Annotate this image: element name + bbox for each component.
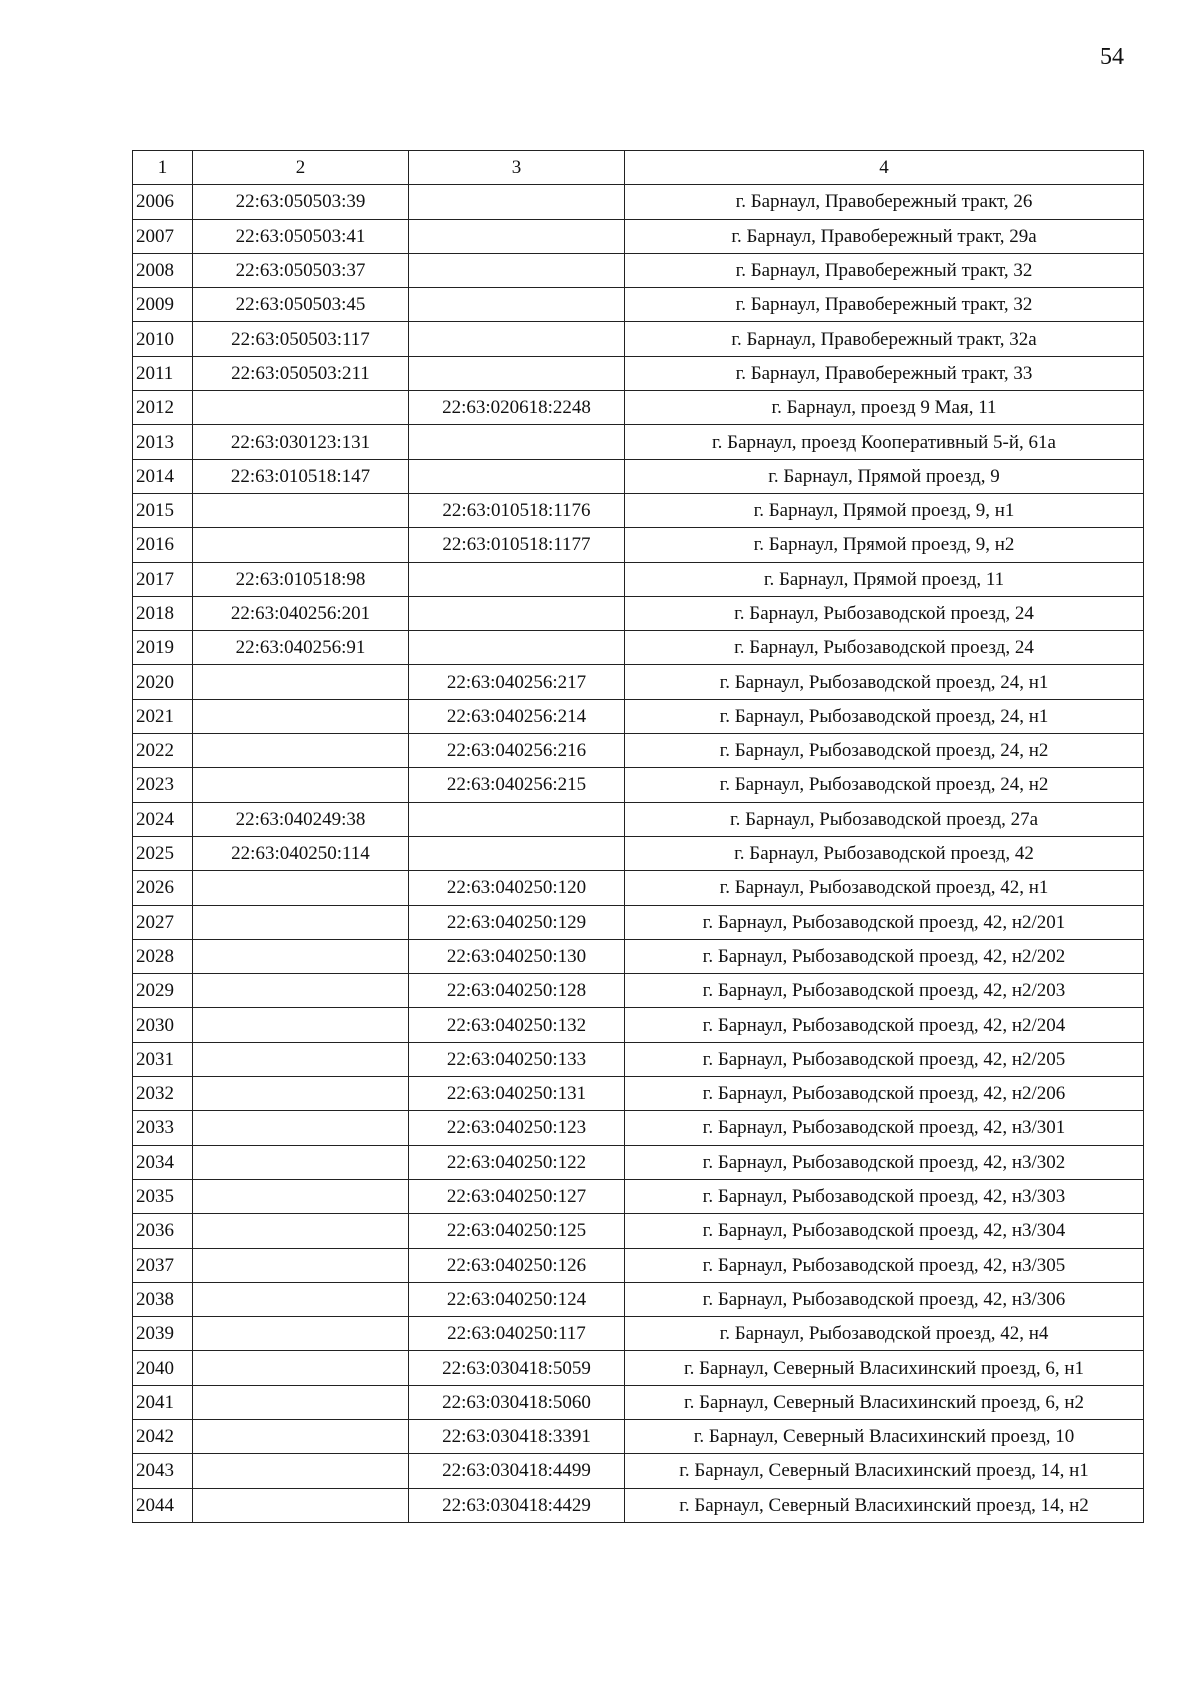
address-cell: г. Барнаул, Рыбозаводской проезд, 42, н4 <box>625 1317 1144 1351</box>
address-cell: г. Барнаул, Рыбозаводской проезд, 42, н2/201 <box>625 905 1144 939</box>
row-number-cell: 2017 <box>133 562 193 596</box>
address-cell: г. Барнаул, Рыбозаводской проезд, 24 <box>625 631 1144 665</box>
cadastral-number-land-cell: 22:63:050503:211 <box>193 356 409 390</box>
row-number-cell: 2030 <box>133 1008 193 1042</box>
cadastral-number-land-cell <box>193 1385 409 1419</box>
row-number-cell: 2006 <box>133 185 193 219</box>
row-number-cell: 2039 <box>133 1317 193 1351</box>
table-row <box>133 219 1144 253</box>
cadastral-number-building-cell: 22:63:040250:124 <box>409 1282 625 1316</box>
address-cell: г. Барнаул, Правобережный тракт, 32 <box>625 253 1144 287</box>
cadastral-number-land-cell <box>193 1419 409 1453</box>
table-row <box>133 631 1144 665</box>
row-number-cell: 2026 <box>133 871 193 905</box>
row-number-cell: 2016 <box>133 528 193 562</box>
address-cell: г. Барнаул, Правобережный тракт, 33 <box>625 356 1144 390</box>
cadastral-number-land-cell: 22:63:050503:37 <box>193 253 409 287</box>
address-cell: г. Барнаул, Рыбозаводской проезд, 24, н1 <box>625 665 1144 699</box>
row-number-cell: 2008 <box>133 253 193 287</box>
cadastral-number-building-cell <box>409 322 625 356</box>
table-row <box>133 1145 1144 1179</box>
cadastral-number-building-cell: 22:63:040250:125 <box>409 1214 625 1248</box>
cadastral-number-land-cell <box>193 1248 409 1282</box>
header-col-1: 1 <box>133 151 193 185</box>
cadastral-number-land-cell <box>193 1282 409 1316</box>
cadastral-number-building-cell: 22:63:040250:127 <box>409 1179 625 1213</box>
cadastral-number-building-cell: 22:63:040250:126 <box>409 1248 625 1282</box>
table-row <box>133 1317 1144 1351</box>
row-number-cell: 2031 <box>133 1042 193 1076</box>
cadastral-number-building-cell: 22:63:040250:123 <box>409 1111 625 1145</box>
row-number-cell: 2013 <box>133 425 193 459</box>
row-number-cell: 2032 <box>133 1077 193 1111</box>
address-cell: г. Барнаул, Прямой проезд, 9 <box>625 459 1144 493</box>
table-row <box>133 1111 1144 1145</box>
header-col-3: 3 <box>409 151 625 185</box>
cadastral-number-building-cell <box>409 288 625 322</box>
table-row <box>133 836 1144 870</box>
address-cell: г. Барнаул, Рыбозаводской проезд, 27а <box>625 802 1144 836</box>
page-number: 54 <box>1100 44 1124 70</box>
cadastral-number-land-cell <box>193 1042 409 1076</box>
cadastral-number-land-cell: 22:63:030123:131 <box>193 425 409 459</box>
address-cell: г. Барнаул, Правобережный тракт, 29а <box>625 219 1144 253</box>
address-cell: г. Барнаул, Правобережный тракт, 32а <box>625 322 1144 356</box>
table-row <box>133 974 1144 1008</box>
cadastral-number-land-cell: 22:63:050503:41 <box>193 219 409 253</box>
table-row <box>133 905 1144 939</box>
row-number-cell: 2027 <box>133 905 193 939</box>
table-row <box>133 185 1144 219</box>
cadastral-number-building-cell: 22:63:030418:4429 <box>409 1488 625 1522</box>
cadastral-number-building-cell <box>409 562 625 596</box>
cadastral-number-land-cell <box>193 1488 409 1522</box>
cadastral-number-building-cell: 22:63:030418:3391 <box>409 1419 625 1453</box>
address-cell: г. Барнаул, проезд 9 Мая, 11 <box>625 391 1144 425</box>
address-cell: г. Барнаул, Рыбозаводской проезд, 42, н3/304 <box>625 1214 1144 1248</box>
row-number-cell: 2042 <box>133 1419 193 1453</box>
row-number-cell: 2043 <box>133 1454 193 1488</box>
table-row <box>133 1351 1144 1385</box>
cadastral-number-land-cell: 22:63:050503:45 <box>193 288 409 322</box>
address-cell: г. Барнаул, Правобережный тракт, 26 <box>625 185 1144 219</box>
cadastral-number-building-cell <box>409 802 625 836</box>
row-number-cell: 2036 <box>133 1214 193 1248</box>
cadastral-number-building-cell <box>409 253 625 287</box>
cadastral-number-land-cell <box>193 1111 409 1145</box>
address-cell: г. Барнаул, Прямой проезд, 9, н2 <box>625 528 1144 562</box>
cadastral-number-land-cell <box>193 939 409 973</box>
cadastral-number-building-cell: 22:63:040256:217 <box>409 665 625 699</box>
cadastral-number-land-cell: 22:63:010518:98 <box>193 562 409 596</box>
table-row <box>133 562 1144 596</box>
table-row <box>133 1077 1144 1111</box>
address-cell: г. Барнаул, Прямой проезд, 11 <box>625 562 1144 596</box>
cadastral-number-building-cell: 22:63:040256:215 <box>409 768 625 802</box>
cadastral-number-land-cell <box>193 1077 409 1111</box>
cadastral-number-building-cell: 22:63:040250:133 <box>409 1042 625 1076</box>
row-number-cell: 2029 <box>133 974 193 1008</box>
table-row <box>133 356 1144 390</box>
cadastral-number-land-cell <box>193 1454 409 1488</box>
table-row <box>133 1042 1144 1076</box>
header-col-4: 4 <box>625 151 1144 185</box>
row-number-cell: 2011 <box>133 356 193 390</box>
cadastral-number-land-cell <box>193 905 409 939</box>
address-cell: г. Барнаул, Рыбозаводской проезд, 42, н3/302 <box>625 1145 1144 1179</box>
address-cell: г. Барнаул, проезд Кооперативный 5-й, 61а <box>625 425 1144 459</box>
cadastral-number-building-cell: 22:63:040250:131 <box>409 1077 625 1111</box>
cadastral-number-land-cell <box>193 768 409 802</box>
row-number-cell: 2021 <box>133 699 193 733</box>
cadastral-number-building-cell <box>409 219 625 253</box>
table-row <box>133 1248 1144 1282</box>
cadastral-number-building-cell <box>409 631 625 665</box>
table-row <box>133 768 1144 802</box>
row-number-cell: 2035 <box>133 1179 193 1213</box>
cadastral-number-building-cell: 22:63:030418:5059 <box>409 1351 625 1385</box>
address-cell: г. Барнаул, Рыбозаводской проезд, 42, н3/306 <box>625 1282 1144 1316</box>
table-row <box>133 1179 1144 1213</box>
table-row <box>133 459 1144 493</box>
cadastral-number-land-cell <box>193 699 409 733</box>
table-row <box>133 939 1144 973</box>
cadastral-number-land-cell: 22:63:050503:39 <box>193 185 409 219</box>
row-number-cell: 2038 <box>133 1282 193 1316</box>
address-cell: г. Барнаул, Рыбозаводской проезд, 42 <box>625 836 1144 870</box>
cadastral-number-land-cell <box>193 493 409 527</box>
row-number-cell: 2015 <box>133 493 193 527</box>
cadastral-number-building-cell: 22:63:040256:216 <box>409 734 625 768</box>
address-cell: г. Барнаул, Рыбозаводской проезд, 24, н1 <box>625 699 1144 733</box>
table-row <box>133 596 1144 630</box>
table-row <box>133 425 1144 459</box>
table-row <box>133 1419 1144 1453</box>
cadastral-number-land-cell <box>193 871 409 905</box>
cadastral-number-building-cell <box>409 425 625 459</box>
row-number-cell: 2009 <box>133 288 193 322</box>
table-header <box>133 151 1144 185</box>
cadastral-number-building-cell: 22:63:040250:122 <box>409 1145 625 1179</box>
address-cell: г. Барнаул, Рыбозаводской проезд, 42, н1 <box>625 871 1144 905</box>
table-row <box>133 288 1144 322</box>
row-number-cell: 2037 <box>133 1248 193 1282</box>
header-col-2: 2 <box>193 151 409 185</box>
cadastral-number-building-cell: 22:63:040250:129 <box>409 905 625 939</box>
cadastral-number-land-cell: 22:63:040250:114 <box>193 836 409 870</box>
cadastral-number-building-cell: 22:63:010518:1176 <box>409 493 625 527</box>
row-number-cell: 2044 <box>133 1488 193 1522</box>
table-row <box>133 1488 1144 1522</box>
address-cell: г. Барнаул, Прямой проезд, 9, н1 <box>625 493 1144 527</box>
address-cell: г. Барнаул, Правобережный тракт, 32 <box>625 288 1144 322</box>
cadastral-number-land-cell: 22:63:040256:201 <box>193 596 409 630</box>
row-number-cell: 2014 <box>133 459 193 493</box>
row-number-cell: 2022 <box>133 734 193 768</box>
cadastral-number-land-cell <box>193 528 409 562</box>
address-cell: г. Барнаул, Рыбозаводской проезд, 42, н2/204 <box>625 1008 1144 1042</box>
cadastral-number-land-cell: 22:63:040256:91 <box>193 631 409 665</box>
cadastral-number-land-cell <box>193 391 409 425</box>
address-cell: г. Барнаул, Северный Власихинский проезд, 10 <box>625 1419 1144 1453</box>
address-cell: г. Барнаул, Северный Власихинский проезд, 14, н1 <box>625 1454 1144 1488</box>
cadastral-number-building-cell <box>409 459 625 493</box>
row-number-cell: 2018 <box>133 596 193 630</box>
table-body <box>133 185 1144 1523</box>
row-number-cell: 2028 <box>133 939 193 973</box>
property-register-table <box>132 150 1144 1523</box>
cadastral-number-land-cell <box>193 665 409 699</box>
cadastral-number-building-cell <box>409 356 625 390</box>
table-row <box>133 528 1144 562</box>
table-row <box>133 802 1144 836</box>
cadastral-number-land-cell <box>193 1351 409 1385</box>
cadastral-number-building-cell: 22:63:030418:4499 <box>409 1454 625 1488</box>
cadastral-number-building-cell: 22:63:040250:117 <box>409 1317 625 1351</box>
address-cell: г. Барнаул, Рыбозаводской проезд, 42, н2/205 <box>625 1042 1144 1076</box>
address-cell: г. Барнаул, Рыбозаводской проезд, 42, н3/305 <box>625 1248 1144 1282</box>
cadastral-number-building-cell: 22:63:040256:214 <box>409 699 625 733</box>
cadastral-number-building-cell: 22:63:030418:5060 <box>409 1385 625 1419</box>
address-cell: г. Барнаул, Северный Власихинский проезд, 6, н2 <box>625 1385 1144 1419</box>
row-number-cell: 2019 <box>133 631 193 665</box>
table-row <box>133 734 1144 768</box>
table-row <box>133 871 1144 905</box>
address-cell: г. Барнаул, Рыбозаводской проезд, 42, н2/203 <box>625 974 1144 1008</box>
row-number-cell: 2025 <box>133 836 193 870</box>
cadastral-number-building-cell: 22:63:040250:132 <box>409 1008 625 1042</box>
table-row <box>133 493 1144 527</box>
table-row <box>133 322 1144 356</box>
cadastral-number-building-cell <box>409 185 625 219</box>
address-cell: г. Барнаул, Рыбозаводской проезд, 24, н2 <box>625 768 1144 802</box>
row-number-cell: 2033 <box>133 1111 193 1145</box>
cadastral-number-building-cell: 22:63:040250:120 <box>409 871 625 905</box>
row-number-cell: 2012 <box>133 391 193 425</box>
table-row <box>133 665 1144 699</box>
address-cell: г. Барнаул, Северный Власихинский проезд, 6, н1 <box>625 1351 1144 1385</box>
row-number-cell: 2023 <box>133 768 193 802</box>
row-number-cell: 2040 <box>133 1351 193 1385</box>
cadastral-number-land-cell <box>193 1179 409 1213</box>
address-cell: г. Барнаул, Рыбозаводской проезд, 42, н3/303 <box>625 1179 1144 1213</box>
address-cell: г. Барнаул, Рыбозаводской проезд, 42, н2/206 <box>625 1077 1144 1111</box>
table-row <box>133 1282 1144 1316</box>
cadastral-number-land-cell <box>193 1145 409 1179</box>
cadastral-number-land-cell <box>193 974 409 1008</box>
cadastral-number-building-cell: 22:63:040250:130 <box>409 939 625 973</box>
table-row <box>133 699 1144 733</box>
table-row <box>133 1214 1144 1248</box>
cadastral-number-land-cell <box>193 1214 409 1248</box>
cadastral-number-land-cell: 22:63:010518:147 <box>193 459 409 493</box>
table-row <box>133 1385 1144 1419</box>
cadastral-number-land-cell <box>193 1008 409 1042</box>
row-number-cell: 2020 <box>133 665 193 699</box>
row-number-cell: 2010 <box>133 322 193 356</box>
row-number-cell: 2041 <box>133 1385 193 1419</box>
table-row <box>133 253 1144 287</box>
table-row <box>133 1008 1144 1042</box>
cadastral-number-land-cell <box>193 734 409 768</box>
cadastral-number-land-cell: 22:63:050503:117 <box>193 322 409 356</box>
cadastral-number-building-cell: 22:63:040250:128 <box>409 974 625 1008</box>
table-row <box>133 1454 1144 1488</box>
cadastral-number-building-cell <box>409 596 625 630</box>
row-number-cell: 2024 <box>133 802 193 836</box>
row-number-cell: 2007 <box>133 219 193 253</box>
cadastral-number-building-cell: 22:63:010518:1177 <box>409 528 625 562</box>
cadastral-number-building-cell <box>409 836 625 870</box>
header-row <box>133 151 1144 185</box>
cadastral-number-building-cell: 22:63:020618:2248 <box>409 391 625 425</box>
address-cell: г. Барнаул, Рыбозаводской проезд, 24 <box>625 596 1144 630</box>
row-number-cell: 2034 <box>133 1145 193 1179</box>
address-cell: г. Барнаул, Рыбозаводской проезд, 42, н2/202 <box>625 939 1144 973</box>
address-cell: г. Барнаул, Рыбозаводской проезд, 24, н2 <box>625 734 1144 768</box>
cadastral-number-land-cell <box>193 1317 409 1351</box>
cadastral-number-land-cell: 22:63:040249:38 <box>193 802 409 836</box>
address-cell: г. Барнаул, Рыбозаводской проезд, 42, н3/301 <box>625 1111 1144 1145</box>
address-cell: г. Барнаул, Северный Власихинский проезд, 14, н2 <box>625 1488 1144 1522</box>
table-row <box>133 391 1144 425</box>
